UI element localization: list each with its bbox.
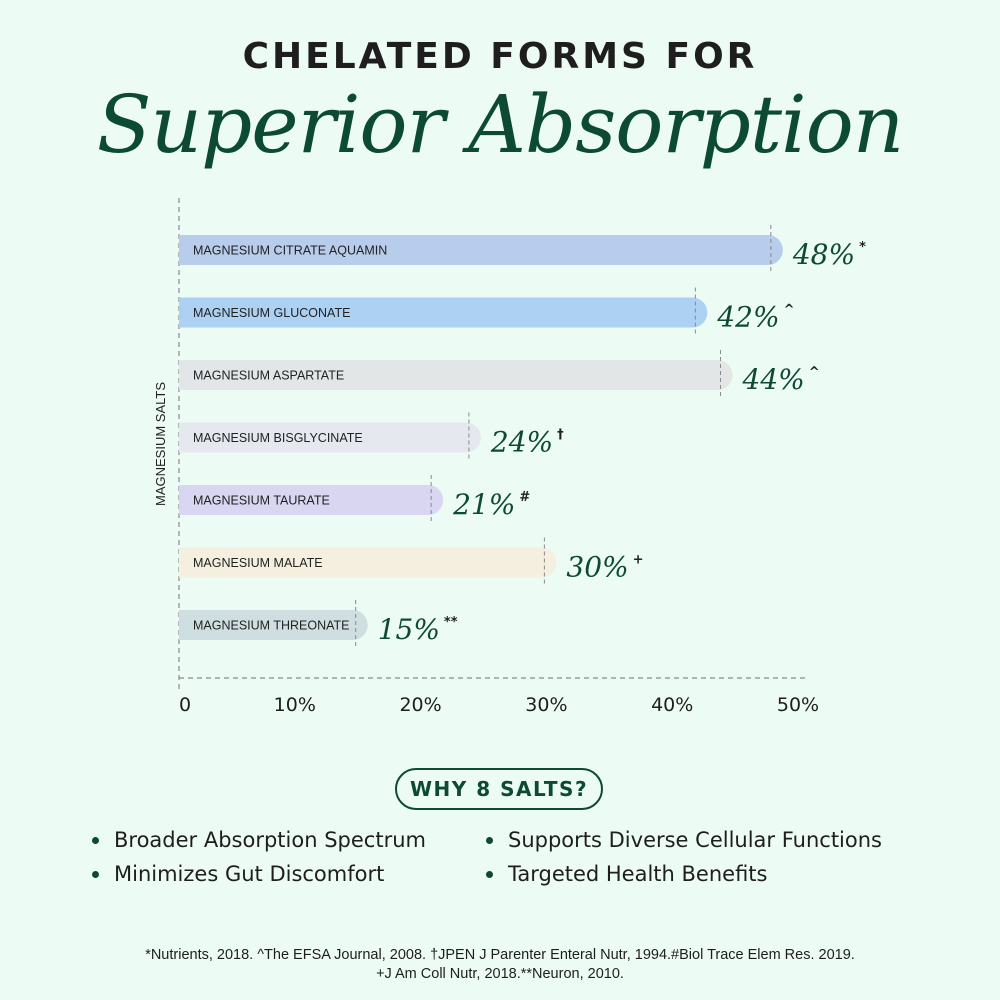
list-item: Targeted Health Benefits (486, 857, 882, 891)
why-list-left (92, 823, 426, 891)
heading-main: Superior Absorption (96, 78, 904, 171)
bar-footnote-marker: ** (443, 615, 458, 630)
bar-category-label: MAGNESIUM MALATE (193, 556, 323, 570)
y-axis-label: MAGNESIUM SALTS (153, 381, 168, 507)
bar-footnote-marker: ^ (808, 365, 820, 380)
bar-value-label: 42% (717, 300, 780, 334)
bar-footnote-marker: + (632, 552, 644, 568)
x-tick-label: 30% (525, 694, 568, 716)
bar-footnote-marker: † (557, 427, 564, 443)
bar-footnote-marker: * (859, 240, 866, 255)
bar-footnote-marker: ^ (783, 302, 795, 318)
bar-footnote-marker: # (519, 490, 531, 505)
bullet-icon (486, 837, 493, 844)
bar-value-label: 24% (490, 425, 554, 459)
bar-value-label: 15% (377, 613, 440, 646)
bar-category-label: MAGNESIUM THREONATE (193, 618, 350, 633)
why-list-right (486, 823, 882, 891)
chart-ticks (179, 694, 819, 716)
x-tick-label: 0 (178, 694, 192, 716)
bar-category-label: MAGNESIUM ASPARTATE (193, 368, 345, 383)
x-tick-label: 40% (651, 694, 694, 716)
bullet-icon (92, 871, 99, 878)
bar-value-label: 44% (742, 363, 805, 396)
footnotes (0, 946, 1000, 984)
list-item: Supports Diverse Cellular Functions (486, 823, 882, 857)
bar-category-label: MAGNESIUM BISGLYCINATE (193, 431, 363, 445)
why-title: WHY 8 SALTS? (395, 768, 603, 810)
bar-value-label: 48% (792, 238, 856, 271)
bar-value-label: 30% (566, 550, 629, 584)
x-tick-label: 10% (273, 694, 316, 716)
x-tick-label: 20% (399, 694, 442, 716)
bar-category-label: MAGNESIUM GLUCONATE (193, 306, 351, 320)
bullet-icon (92, 837, 99, 844)
footnote-line: +J Am Coll Nutr, 2018.**Neuron, 2010. (376, 966, 624, 982)
bar-category-label: MAGNESIUM TAURATE (193, 493, 330, 508)
list-item: Broader Absorption Spectrum (92, 823, 426, 857)
x-tick-label: 50% (776, 694, 820, 716)
footnote-line: *Nutrients, 2018. ^The EFSA Journal, 2008. †JPEN J Parenter Enteral Nutr, 1994.#Biol Trace Elem Res. 2019. (145, 947, 855, 963)
chart-bars (179, 225, 866, 646)
bar-category-label: MAGNESIUM CITRATE AQUAMIN (193, 243, 388, 258)
bar-value-label: 21% (453, 488, 516, 521)
bullet-icon (486, 871, 493, 878)
list-item: Minimizes Gut Discomfort (92, 857, 426, 891)
heading-top: CHELATED FORMS FOR (242, 36, 758, 77)
